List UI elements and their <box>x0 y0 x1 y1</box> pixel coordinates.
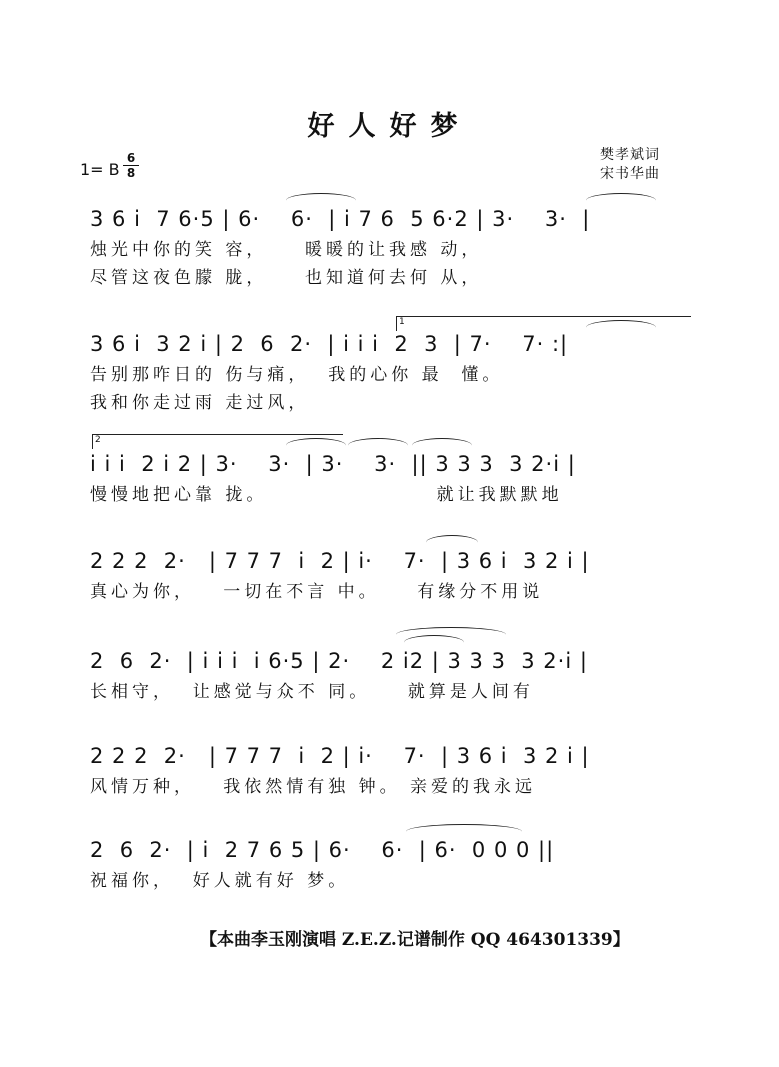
volta-number: 1 <box>399 317 405 327</box>
slur <box>406 824 522 839</box>
slur <box>426 535 478 550</box>
slur <box>286 193 356 208</box>
key-signature: 1= B <box>80 160 120 179</box>
time-signature-top: 6 <box>126 151 136 165</box>
lyric-line: 告别那咋日的 伤与痛， 我的心你 最 懂。 <box>90 365 504 385</box>
lyric-line: 烛光中你的笑 容， 暖暖的让我感 动， <box>90 240 483 260</box>
composer: 宋书华曲 <box>600 166 660 182</box>
notes-line: 2 6 2· | i i i i 6·5 | 2· 2 i2 | 3 3 3 3 2·i | <box>90 649 588 673</box>
lyricist: 樊孝斌词 <box>600 147 660 163</box>
lyric-line: 慢慢地把心靠 拢。 就让我默默地 <box>90 485 563 505</box>
slur <box>286 438 346 453</box>
slur <box>586 320 656 335</box>
lyric-line: 真心为你， 一切在不言 中。 有缘分不用说 <box>90 582 544 602</box>
song-title: 好人好梦 <box>307 111 472 142</box>
lyric-line: 祝福你， 好人就有好 梦。 <box>90 871 350 891</box>
lyric-line: 长相守， 让感觉与众不 同。 就算是人间有 <box>90 682 534 702</box>
notes-line: 3 6 i 7 6·5 | 6· 6· | i 7 6 5 6·2 | 3· 3· | <box>90 207 591 231</box>
time-signature-bottom: 8 <box>126 166 136 180</box>
slur <box>396 627 506 642</box>
lyric-line: 我和你走过雨 走过风， <box>90 393 310 413</box>
credits <box>600 146 660 184</box>
volta-number: 2 <box>95 435 101 445</box>
notes-line: 3 6 i 3 2 i | 2 6 2· | i i i 2 3 | 7· 7· :| <box>90 332 569 356</box>
lyric-line: 风情万种， 我依然情有独 钟。 亲爱的我永远 <box>90 777 537 797</box>
time-signature <box>123 152 139 179</box>
lyric-line: 尽管这夜色朦 胧， 也知道何去何 从， <box>90 268 483 288</box>
notes-line: i i i 2 i 2 | 3· 3· | 3· 3· || 3 3 3 3 2·i | <box>90 452 576 476</box>
footer-credits: 【本曲李玉刚演唱 Z.E.Z.记谱制作 QQ 464301339】 <box>200 930 630 950</box>
notes-line: 2 6 2· | i 2 7 6 5 | 6· 6· | 6· 0 0 0 || <box>90 838 555 862</box>
notes-line: 2 2 2 2· | 7 7 7 i 2 | i· 7· | 3 6 i 3 2 i | <box>90 549 590 573</box>
slur <box>586 193 656 208</box>
slur <box>412 438 472 453</box>
notes-line: 2 2 2 2· | 7 7 7 i 2 | i· 7· | 3 6 i 3 2 i | <box>90 744 590 768</box>
slur <box>348 438 408 453</box>
